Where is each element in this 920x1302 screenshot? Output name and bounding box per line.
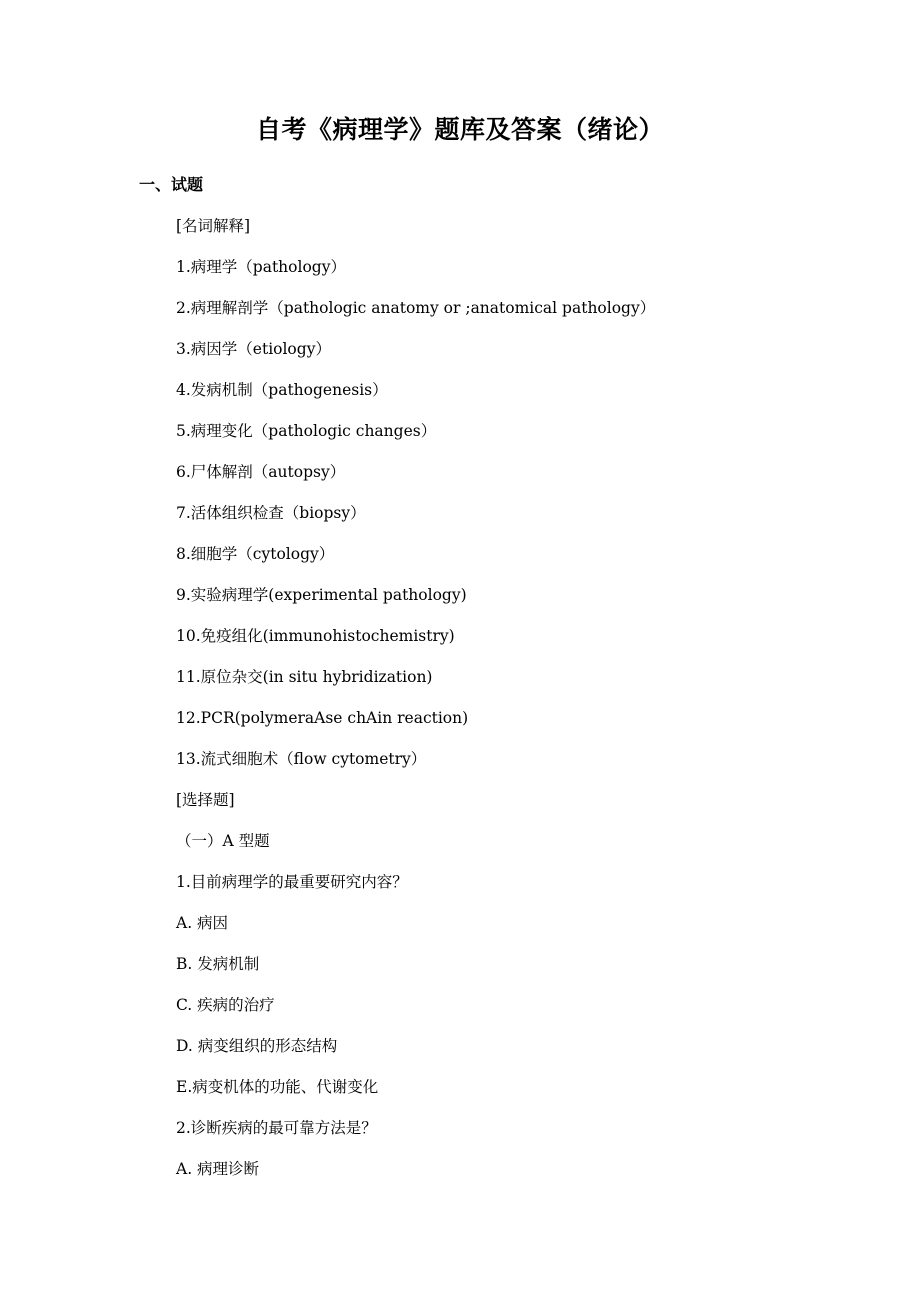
term-item: 12.PCR(polymeraAse chAin reaction) xyxy=(176,709,469,727)
term-item: 1.病理学（pathology） xyxy=(176,258,346,276)
term-item: 9.实验病理学(experimental pathology) xyxy=(176,586,467,604)
term-item: 6.尸体解剖（autopsy） xyxy=(176,463,346,481)
answer-option: C. 疾病的治疗 xyxy=(176,996,275,1014)
term-item: 3.病因学（etiology） xyxy=(176,340,331,358)
term-item: 7.活体组织检查（biopsy） xyxy=(176,504,366,522)
question-item: 2.诊断疾病的最可靠方法是？ xyxy=(176,1119,377,1137)
term-item: 8.细胞学（cytology） xyxy=(176,545,335,563)
content-lines xyxy=(176,212,655,1196)
term-item: 11.原位杂交(in situ hybridization) xyxy=(176,668,433,686)
answer-option: D. 病变组织的形态结构 xyxy=(176,1037,338,1055)
term-item: 5.病理变化（pathologic changes） xyxy=(176,422,437,440)
answer-option: E.病变机体的功能、代谢变化 xyxy=(176,1078,379,1096)
answer-option: B. 发病机制 xyxy=(176,955,260,973)
term-item: 10.免疫组化(immunohistochemistry) xyxy=(176,627,455,645)
subsection-heading: （一）A 型题 xyxy=(176,832,270,850)
document-title: 自考《病理学》题库及答案（绪论） xyxy=(255,115,664,144)
answer-option: A. 病因 xyxy=(176,914,229,932)
question-item: 1.目前病理学的最重要研究内容？ xyxy=(176,873,408,891)
category-heading-definitions: [名词解释] xyxy=(176,217,251,235)
term-item: 4.发病机制（pathogenesis） xyxy=(176,381,388,399)
section-heading: 一、试题 xyxy=(139,175,204,194)
term-item: 2.病理解剖学（pathologic anatomy or ;anatomical pathology） xyxy=(176,299,656,317)
answer-option: A. 病理诊断 xyxy=(176,1160,260,1178)
term-item: 13.流式细胞术（flow cytometry） xyxy=(176,750,427,768)
category-heading-choice: [选择题] xyxy=(176,791,235,809)
